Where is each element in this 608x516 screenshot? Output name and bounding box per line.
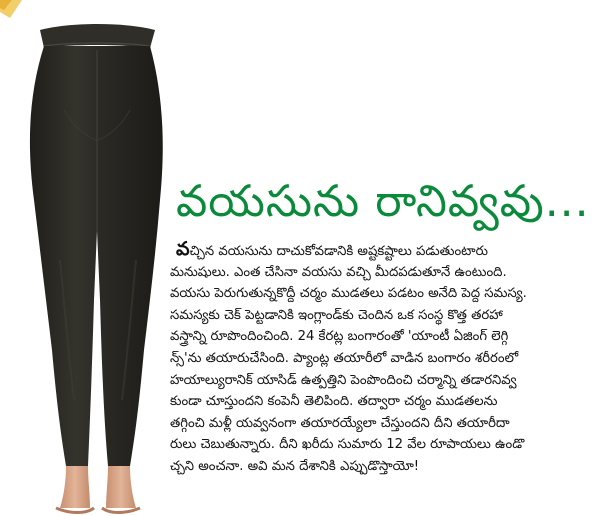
headline: వయసును రానివ్వవు... [176,176,590,227]
article-line: హయాల్యురానిక్ యాసిడ్ ఉత్పత్తిని పెంపొందించి చర్మాన్ని తడారనివ్వ [170,372,517,388]
drop-cap: వ [176,240,190,260]
article-line: కుండా చూస్తుందని కంపెనీ తెలిపింది. తద్వారా చర్మం ముడతలను [170,394,498,410]
article-line: వయసు పెరుగుతున్నకొద్దీ చర్మం ముడతలు పడటం అనేది పెద్ద సమస్య. [170,286,527,302]
article-first-line-text: చ్చిన వయసును దాచుకోవడానికి అష్టకష్టాలు పడుతుంటారు [189,244,488,259]
article-line: రులు చెబుతున్నారు. దీని ఖరీదు సుమారు 12 వేల రూపాయలు ఉండొ [170,437,525,453]
article-body [170,240,602,510]
article-line: మనుషులు. ఎంత చేసినా వయసు వచ్చి మీదపడుతూనే ఉంటుంది. [170,264,507,280]
article-line: తగ్గించి మళ్లీ యవ్వనంగా తయారయ్యేలా చేస్తుందని దీని తయారీదా [170,415,510,431]
article-line: వస్త్రాన్ని రూపొందించింది. 24 కేరట్ల బంగారంతో 'యాంటీ ఏజింగ్ లెగ్గి [170,329,509,345]
leggings-photo [0,0,185,516]
article-line: చ్చని అంచనా. అవి మన దేశానికి ఎప్పుడొస్తాయో! [170,458,420,474]
article-line: సమస్యకు చెక్ పెట్టడానికి ఇంగ్లాండ్‌కు చెందిన ఒక సంస్థ కొత్త తరహా [170,307,503,323]
article-line-1 [170,240,602,262]
article-line: న్స్'ను తయారుచేసింది. ప్యాంట్ల తయారీలో వాడిన బంగారం శరీరంలో [170,350,519,366]
